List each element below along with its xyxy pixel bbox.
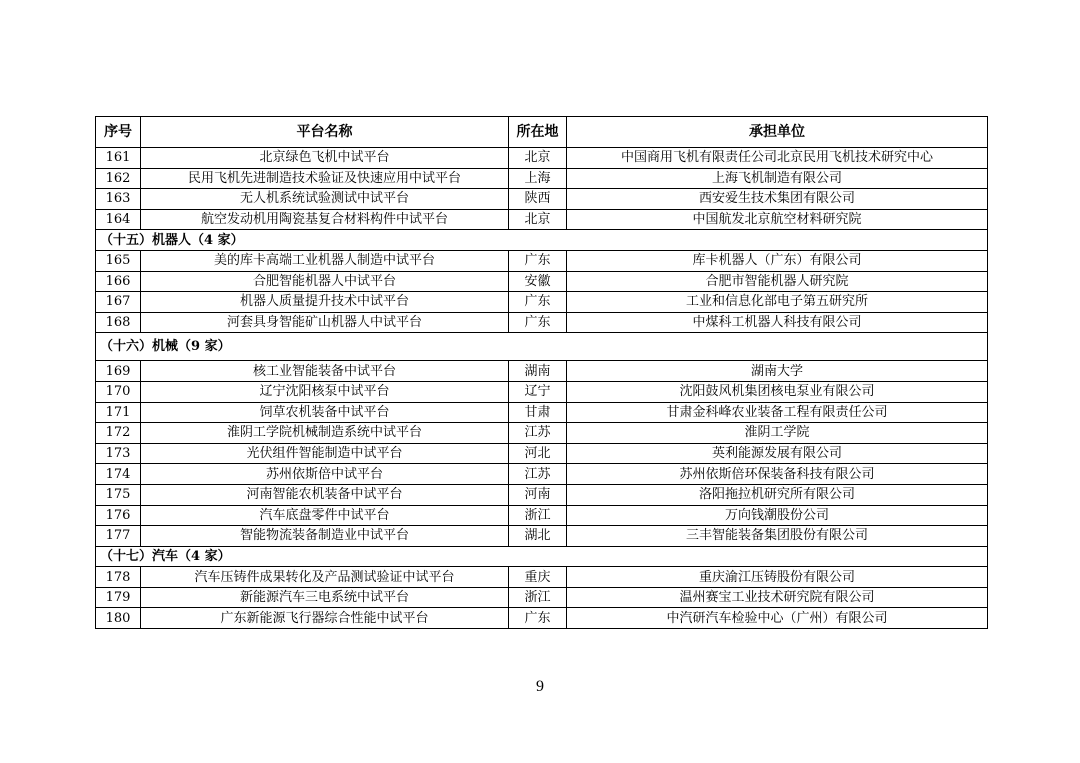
table-row	[96, 526, 988, 547]
section-machinery-row	[96, 333, 988, 361]
table-row	[96, 250, 988, 271]
cell-index: 166	[96, 271, 141, 292]
cell-platform-name: 民用飞机先进制造技术验证及快速应用中试平台	[141, 168, 509, 189]
cell-location: 陕西	[509, 189, 567, 210]
cell-platform-name: 饲草农机装备中试平台	[141, 402, 509, 423]
table-header-row	[96, 117, 988, 148]
cell-unit: 库卡机器人（广东）有限公司	[567, 250, 988, 271]
table-row	[96, 505, 988, 526]
cell-unit: 温州赛宝工业技术研究院有限公司	[567, 587, 988, 608]
group-aviation-rows	[96, 148, 988, 230]
cell-platform-name: 机器人质量提升技术中试平台	[141, 292, 509, 313]
cell-location: 浙江	[509, 587, 567, 608]
table-row	[96, 361, 988, 382]
table-row	[96, 148, 988, 169]
table-row	[96, 443, 988, 464]
cell-index: 164	[96, 209, 141, 230]
cell-location: 安徽	[509, 271, 567, 292]
cell-unit: 甘肃金科峰农业装备工程有限责任公司	[567, 402, 988, 423]
cell-index: 179	[96, 587, 141, 608]
cell-index: 169	[96, 361, 141, 382]
cell-location: 广东	[509, 312, 567, 333]
cell-platform-name: 核工业智能装备中试平台	[141, 361, 509, 382]
header-unit: 承担单位	[567, 117, 988, 148]
cell-platform-name: 无人机系统试验测试中试平台	[141, 189, 509, 210]
group-automotive-rows	[96, 567, 988, 629]
cell-unit: 合肥市智能机器人研究院	[567, 271, 988, 292]
cell-platform-name: 智能物流装备制造业中试平台	[141, 526, 509, 547]
group-robots-rows	[96, 250, 988, 332]
table-row	[96, 292, 988, 313]
cell-platform-name: 苏州依斯倍中试平台	[141, 464, 509, 485]
table-row	[96, 271, 988, 292]
cell-platform-name: 汽车底盘零件中试平台	[141, 505, 509, 526]
section-automotive-row	[96, 546, 988, 567]
table-row	[96, 484, 988, 505]
table-row	[96, 608, 988, 629]
cell-location: 上海	[509, 168, 567, 189]
section-robots-heading: （十五）机器人（4 家）	[96, 230, 988, 251]
cell-location: 湖北	[509, 526, 567, 547]
header-platform-name: 平台名称	[141, 117, 509, 148]
table-row	[96, 168, 988, 189]
cell-unit: 英利能源发展有限公司	[567, 443, 988, 464]
cell-index: 175	[96, 484, 141, 505]
cell-unit: 上海飞机制造有限公司	[567, 168, 988, 189]
cell-index: 168	[96, 312, 141, 333]
cell-index: 173	[96, 443, 141, 464]
cell-unit: 三丰智能装备集团股份有限公司	[567, 526, 988, 547]
table-row	[96, 567, 988, 588]
cell-unit: 沈阳鼓风机集团核电泵业有限公司	[567, 381, 988, 402]
cell-platform-name: 汽车压铸件成果转化及产品测试验证中试平台	[141, 567, 509, 588]
header-index: 序号	[96, 117, 141, 148]
platform-table	[95, 116, 988, 629]
cell-unit: 洛阳拖拉机研究所有限公司	[567, 484, 988, 505]
cell-unit: 西安爱生技术集团有限公司	[567, 189, 988, 210]
cell-platform-name: 航空发动机用陶瓷基复合材料构件中试平台	[141, 209, 509, 230]
cell-location: 广东	[509, 250, 567, 271]
cell-location: 北京	[509, 209, 567, 230]
cell-unit: 中煤科工机器人科技有限公司	[567, 312, 988, 333]
cell-location: 河南	[509, 484, 567, 505]
section-machinery-heading: （十六）机械（9 家）	[96, 333, 988, 361]
cell-index: 167	[96, 292, 141, 313]
cell-index: 162	[96, 168, 141, 189]
table-row	[96, 312, 988, 333]
cell-location: 湖南	[509, 361, 567, 382]
group-machinery-rows	[96, 361, 988, 546]
cell-platform-name: 广东新能源飞行器综合性能中试平台	[141, 608, 509, 629]
cell-platform-name: 光伏组件智能制造中试平台	[141, 443, 509, 464]
cell-index: 161	[96, 148, 141, 169]
cell-index: 170	[96, 381, 141, 402]
cell-index: 171	[96, 402, 141, 423]
cell-location: 浙江	[509, 505, 567, 526]
cell-location: 甘肃	[509, 402, 567, 423]
table-row	[96, 402, 988, 423]
section-automotive-heading: （十七）汽车（4 家）	[96, 546, 988, 567]
cell-platform-name: 辽宁沈阳核泵中试平台	[141, 381, 509, 402]
table-row	[96, 587, 988, 608]
cell-location: 广东	[509, 608, 567, 629]
cell-location: 辽宁	[509, 381, 567, 402]
cell-unit: 苏州依斯倍环保装备科技有限公司	[567, 464, 988, 485]
cell-platform-name: 新能源汽车三电系统中试平台	[141, 587, 509, 608]
header-location: 所在地	[509, 117, 567, 148]
cell-platform-name: 北京绿色飞机中试平台	[141, 148, 509, 169]
cell-platform-name: 淮阴工学院机械制造系统中试平台	[141, 423, 509, 444]
page-number: 9	[536, 678, 544, 695]
cell-platform-name: 河套具身智能矿山机器人中试平台	[141, 312, 509, 333]
cell-platform-name: 美的库卡高端工业机器人制造中试平台	[141, 250, 509, 271]
table-row	[96, 189, 988, 210]
table-row	[96, 381, 988, 402]
cell-location: 江苏	[509, 423, 567, 444]
cell-location: 广东	[509, 292, 567, 313]
cell-index: 178	[96, 567, 141, 588]
section-robots-row	[96, 230, 988, 251]
cell-index: 176	[96, 505, 141, 526]
cell-location: 北京	[509, 148, 567, 169]
cell-location: 江苏	[509, 464, 567, 485]
cell-platform-name: 河南智能农机装备中试平台	[141, 484, 509, 505]
table-row	[96, 464, 988, 485]
cell-unit: 万向钱潮股份公司	[567, 505, 988, 526]
table-row	[96, 423, 988, 444]
cell-unit: 工业和信息化部电子第五研究所	[567, 292, 988, 313]
cell-index: 177	[96, 526, 141, 547]
cell-location: 河北	[509, 443, 567, 464]
cell-unit: 中国航发北京航空材料研究院	[567, 209, 988, 230]
cell-index: 172	[96, 423, 141, 444]
cell-index: 165	[96, 250, 141, 271]
cell-unit: 湖南大学	[567, 361, 988, 382]
cell-unit: 中汽研汽车检验中心（广州）有限公司	[567, 608, 988, 629]
cell-unit: 重庆渝江压铸股份有限公司	[567, 567, 988, 588]
cell-platform-name: 合肥智能机器人中试平台	[141, 271, 509, 292]
table-row	[96, 209, 988, 230]
cell-unit: 淮阴工学院	[567, 423, 988, 444]
cell-index: 163	[96, 189, 141, 210]
cell-unit: 中国商用飞机有限责任公司北京民用飞机技术研究中心	[567, 148, 988, 169]
cell-index: 180	[96, 608, 141, 629]
cell-location: 重庆	[509, 567, 567, 588]
cell-index: 174	[96, 464, 141, 485]
